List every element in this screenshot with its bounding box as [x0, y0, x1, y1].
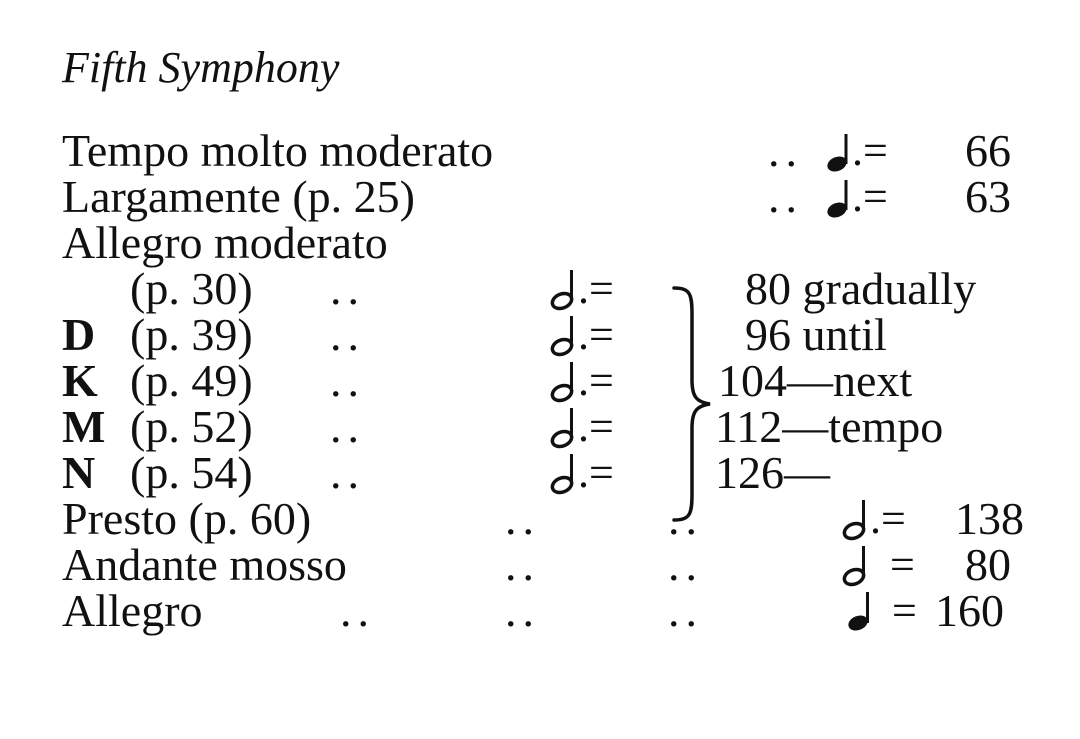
table-row — [0, 494, 1080, 544]
page-title: Fifth Symphony — [62, 43, 340, 92]
leader-dots: .. — [668, 585, 703, 636]
page-reference: (p. 52) — [130, 401, 253, 452]
right-brace-icon — [668, 284, 714, 528]
quarter-note-icon — [846, 590, 876, 632]
leader-dots: .. — [330, 401, 365, 452]
leader-dots: .. — [505, 539, 540, 590]
leader-dots: .. — [668, 539, 703, 590]
table-row — [0, 172, 1080, 222]
tempo-value: 96 until — [745, 309, 887, 360]
tempo-value: 126— — [715, 447, 830, 498]
page-reference: (p. 30) — [130, 263, 253, 314]
dotted-quarter-note-icon — [826, 178, 852, 218]
tempo-equals: .= — [578, 402, 614, 451]
leader-dots: .. — [505, 585, 540, 636]
tempo-value: 66 — [965, 125, 1011, 176]
tempo-equals: .= — [578, 356, 614, 405]
dotted-half-note-icon — [550, 452, 580, 494]
tempo-equals: = — [890, 540, 915, 589]
leader-dots: .. — [340, 585, 375, 636]
leader-dots: .. — [505, 493, 540, 544]
table-row — [0, 310, 1080, 360]
table-row — [0, 586, 1080, 636]
half-note-icon — [842, 544, 872, 586]
tempo-value: 80 gradually — [745, 263, 977, 314]
table-row — [0, 402, 1080, 452]
rehearsal-letter: K — [62, 355, 98, 406]
table-row — [0, 448, 1080, 498]
tempo-value: 63 — [965, 171, 1011, 222]
tempo-equals: .= — [578, 264, 614, 313]
rehearsal-letter: M — [62, 401, 106, 452]
tempo-value: 104—next — [718, 355, 913, 406]
leader-dots: .. — [330, 355, 365, 406]
tempo-value: 112—tempo — [715, 401, 944, 452]
table-row — [0, 356, 1080, 406]
dotted-half-note-icon — [550, 360, 580, 402]
dotted-half-note-icon — [842, 498, 872, 540]
leader-dots: .. — [668, 493, 703, 544]
dotted-half-note-icon — [550, 314, 580, 356]
tempo-equals: .= — [852, 126, 888, 175]
tempo-equals: .= — [870, 494, 906, 543]
leader-dots: .. — [330, 263, 365, 314]
table-row — [0, 126, 1080, 176]
movement-label: Tempo molto moderato — [62, 125, 494, 176]
tempo-equals: = — [892, 586, 917, 635]
page-reference: (p. 54) — [130, 447, 253, 498]
dotted-half-note-icon — [550, 406, 580, 448]
rehearsal-letter: N — [62, 447, 96, 498]
movement-label: Presto (p. 60) — [62, 493, 312, 544]
leader-dots: .. — [768, 171, 803, 222]
leader-dots: .. — [330, 309, 365, 360]
dotted-quarter-note-icon — [826, 132, 852, 172]
tempo-value: 80 — [965, 539, 1011, 590]
tempo-value: 160 — [935, 585, 1004, 636]
leader-dots: .. — [330, 447, 365, 498]
tempo-value: 138 — [955, 493, 1024, 544]
movement-label: Largamente (p. 25) — [62, 171, 415, 222]
movement-label: Andante mosso — [62, 539, 347, 590]
tempo-equals: .= — [578, 448, 614, 497]
dotted-half-note-icon — [550, 268, 580, 310]
table-row — [0, 218, 1080, 268]
leader-dots: .. — [768, 125, 803, 176]
movement-label: Allegro — [62, 585, 203, 636]
page-reference: (p. 39) — [130, 309, 253, 360]
movement-label: Allegro moderato — [62, 217, 388, 268]
rehearsal-letter: D — [62, 309, 96, 360]
tempo-equals: .= — [578, 310, 614, 359]
tempo-equals: .= — [852, 172, 888, 221]
table-row — [0, 264, 1080, 314]
table-row — [0, 540, 1080, 590]
page-reference: (p. 49) — [130, 355, 253, 406]
